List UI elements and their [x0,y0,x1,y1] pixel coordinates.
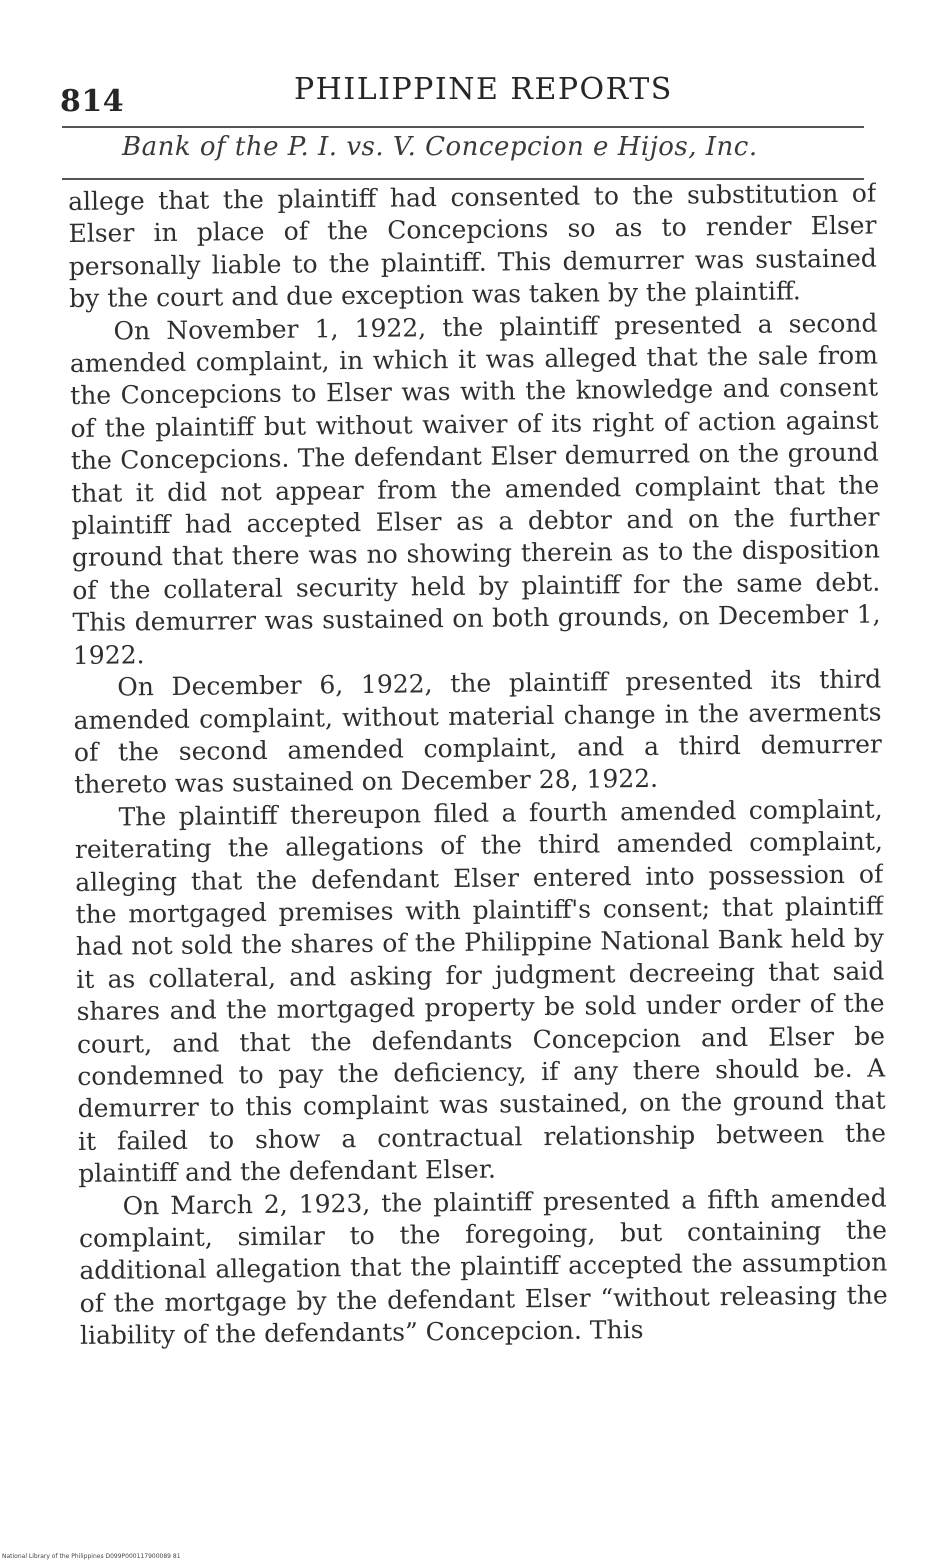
paragraph: On March 2, 1923, the plaintiff presented a fifth amended complaint, similar to the foregoing, but containing the additional allegation that the plaintiff accepted the assumption of the mortgage by the defendant Elser “without releasing the liability of the defendants” Concepcion. This [78,1183,888,1351]
case-title: Bank of the P. I. vs. V. Concepcion e Hijos, Inc. [122,132,758,162]
paragraph: On December 6, 1922, the plaintiff presented its third amended complaint, without material change in the averments of the second amended complaint, and a third demurrer thereto was sustained on December 28, 1922. [73,664,883,800]
header-rule-top [62,126,864,128]
paragraph: The plaintiff thereupon filed a fourth amended complaint, reiterating the allegations of the third amended complaint, alleging that the defendant Elser entered into possession of the mortgaged premises with plaintiff's consent; that plaintiff had not sold the shares of the Philippine National Bank held by it as collateral, and asking for judgment decreeing that said shares and the mortgaged property be sold under order of the court, and that the defendants Concepcion and Elser be condemned to pay the deficiency, if any there should be. A demurrer to this complaint was sustained, on the ground that it failed to show a contractual relationship between the plaintiff and the defendant Elser. [74,794,887,1189]
source-footer: National Library of the Philippines D099P000117900089 81 [2,1553,181,1560]
paragraph: On November 1, 1922, the plaintiff presented a second amended complaint, in which it was alleged that the sale from the Concepcions to Elser was with the knowledge and consent of the plaintiff but without waiver of its right of action against the Concepcions. The defendant Elser demurred on the ground that it did not appear from the amended complaint that the plaintiff had accepted Elser as a debtor and on the further ground that there was no showing therein as to the disposition of the collateral security held by plaintiff for the same debt. This demurrer was sustained on both grounds, on December 1, 1922. [69,308,881,670]
body-text [68,178,889,1396]
running-title: PHILIPPINE REPORTS [294,72,673,107]
paragraph: allege that the plaintiff had consented to the substitution of Elser in place of the Concepcions so as to render Elser personally liable to the plaintiff. This demurrer was sustained by the court and due exception was taken by the plaintiff. [68,178,877,314]
page-number: 814 [60,84,125,119]
